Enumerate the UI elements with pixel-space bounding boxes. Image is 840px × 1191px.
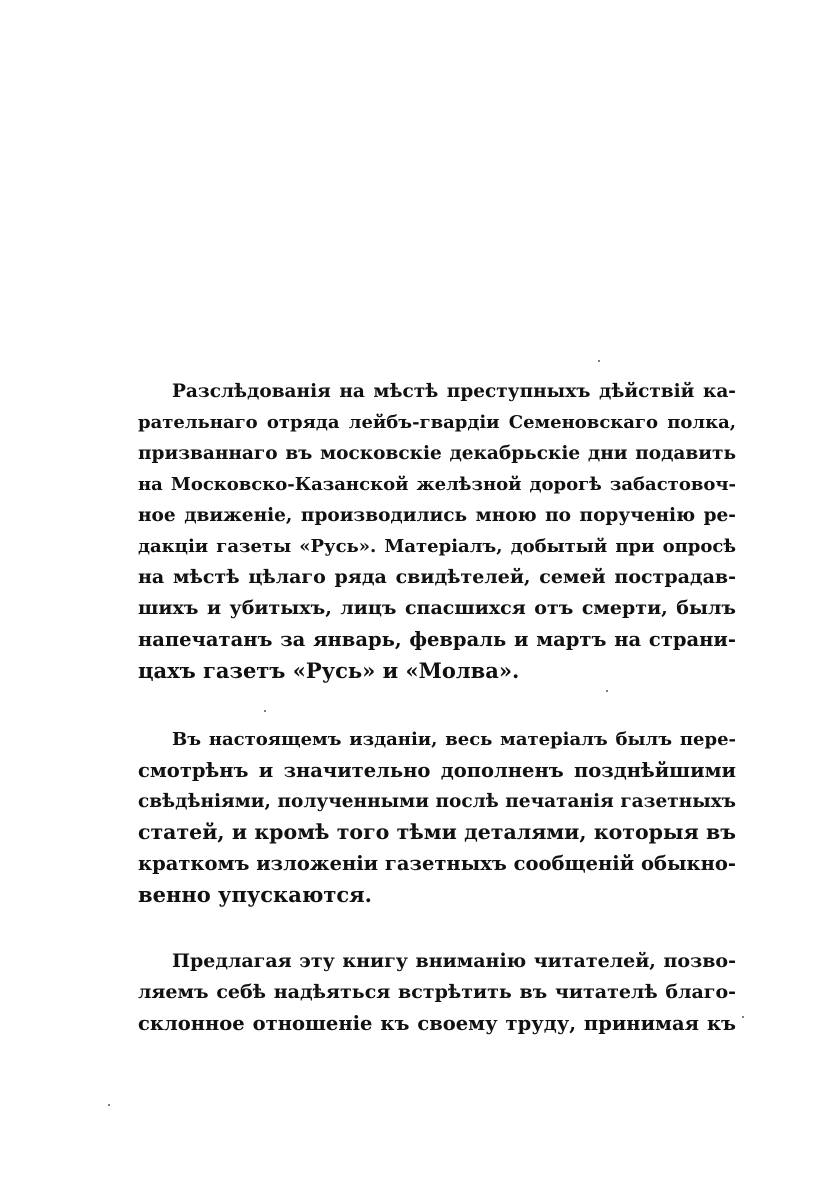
scan-speck (598, 360, 600, 362)
paragraph-edition (138, 724, 736, 910)
paragraph-offering (138, 946, 736, 1039)
text-line: Разслѣдованія на мѣстѣ преступныхъ дѣйствій ка- (172, 381, 736, 402)
text-line: Предлагая эту книгу вниманію читателей, позво- (172, 950, 736, 972)
text-line: дакціи газеты «Русь». Матеріалъ, добытый при опросѣ (138, 536, 736, 557)
text-line: склонное отношеніе къ своему труду, принимая къ (138, 1012, 736, 1035)
scan-speck (108, 1104, 110, 1106)
text-line: смотрѣнъ и значительно дополненъ позднѣйшими (138, 759, 736, 782)
text-line: напечатанъ за январь, февраль и мартъ на страни- (138, 628, 736, 651)
text-line: ное движеніе, производились мною по порученію ре- (138, 505, 736, 526)
scan-speck (606, 690, 608, 692)
text-line: Въ настоящемъ изданіи, весь матеріалъ былъ пере- (172, 729, 736, 750)
text-line: венно упускаются. (138, 882, 372, 907)
text-line: на мѣстѣ цѣлаго ряда свидѣтелей, семей пострадав- (138, 566, 736, 588)
scan-speck (742, 1016, 744, 1018)
text-line: свѣдѣніями, полученными послѣ печатанія газетныхъ (138, 791, 736, 812)
text-line: на Московско-Казанской желѣзной дорогѣ забастовоч- (138, 474, 736, 495)
scan-speck (264, 710, 266, 712)
paragraph-intro (138, 376, 736, 686)
text-line: статей, и кромѣ того тѣми деталями, которыя въ (138, 820, 736, 844)
text-line: ляемъ себѣ надѣяться встрѣтить въ читателѣ благо- (138, 981, 736, 1003)
text-line: краткомъ изложеніи газетныхъ сообщеній обыкно- (138, 852, 736, 875)
text-line: цахъ газетъ «Русь» и «Молва». (138, 658, 520, 683)
text-line: призваннаго въ московскіе декабрьскіе дни подавить (138, 443, 736, 464)
text-line: шихъ и убитыхъ, лицъ спасшихся отъ смерти, былъ (138, 597, 736, 619)
text-line: рательнаго отряда лейбъ-гвардіи Семеновскаго полка, (138, 412, 736, 433)
